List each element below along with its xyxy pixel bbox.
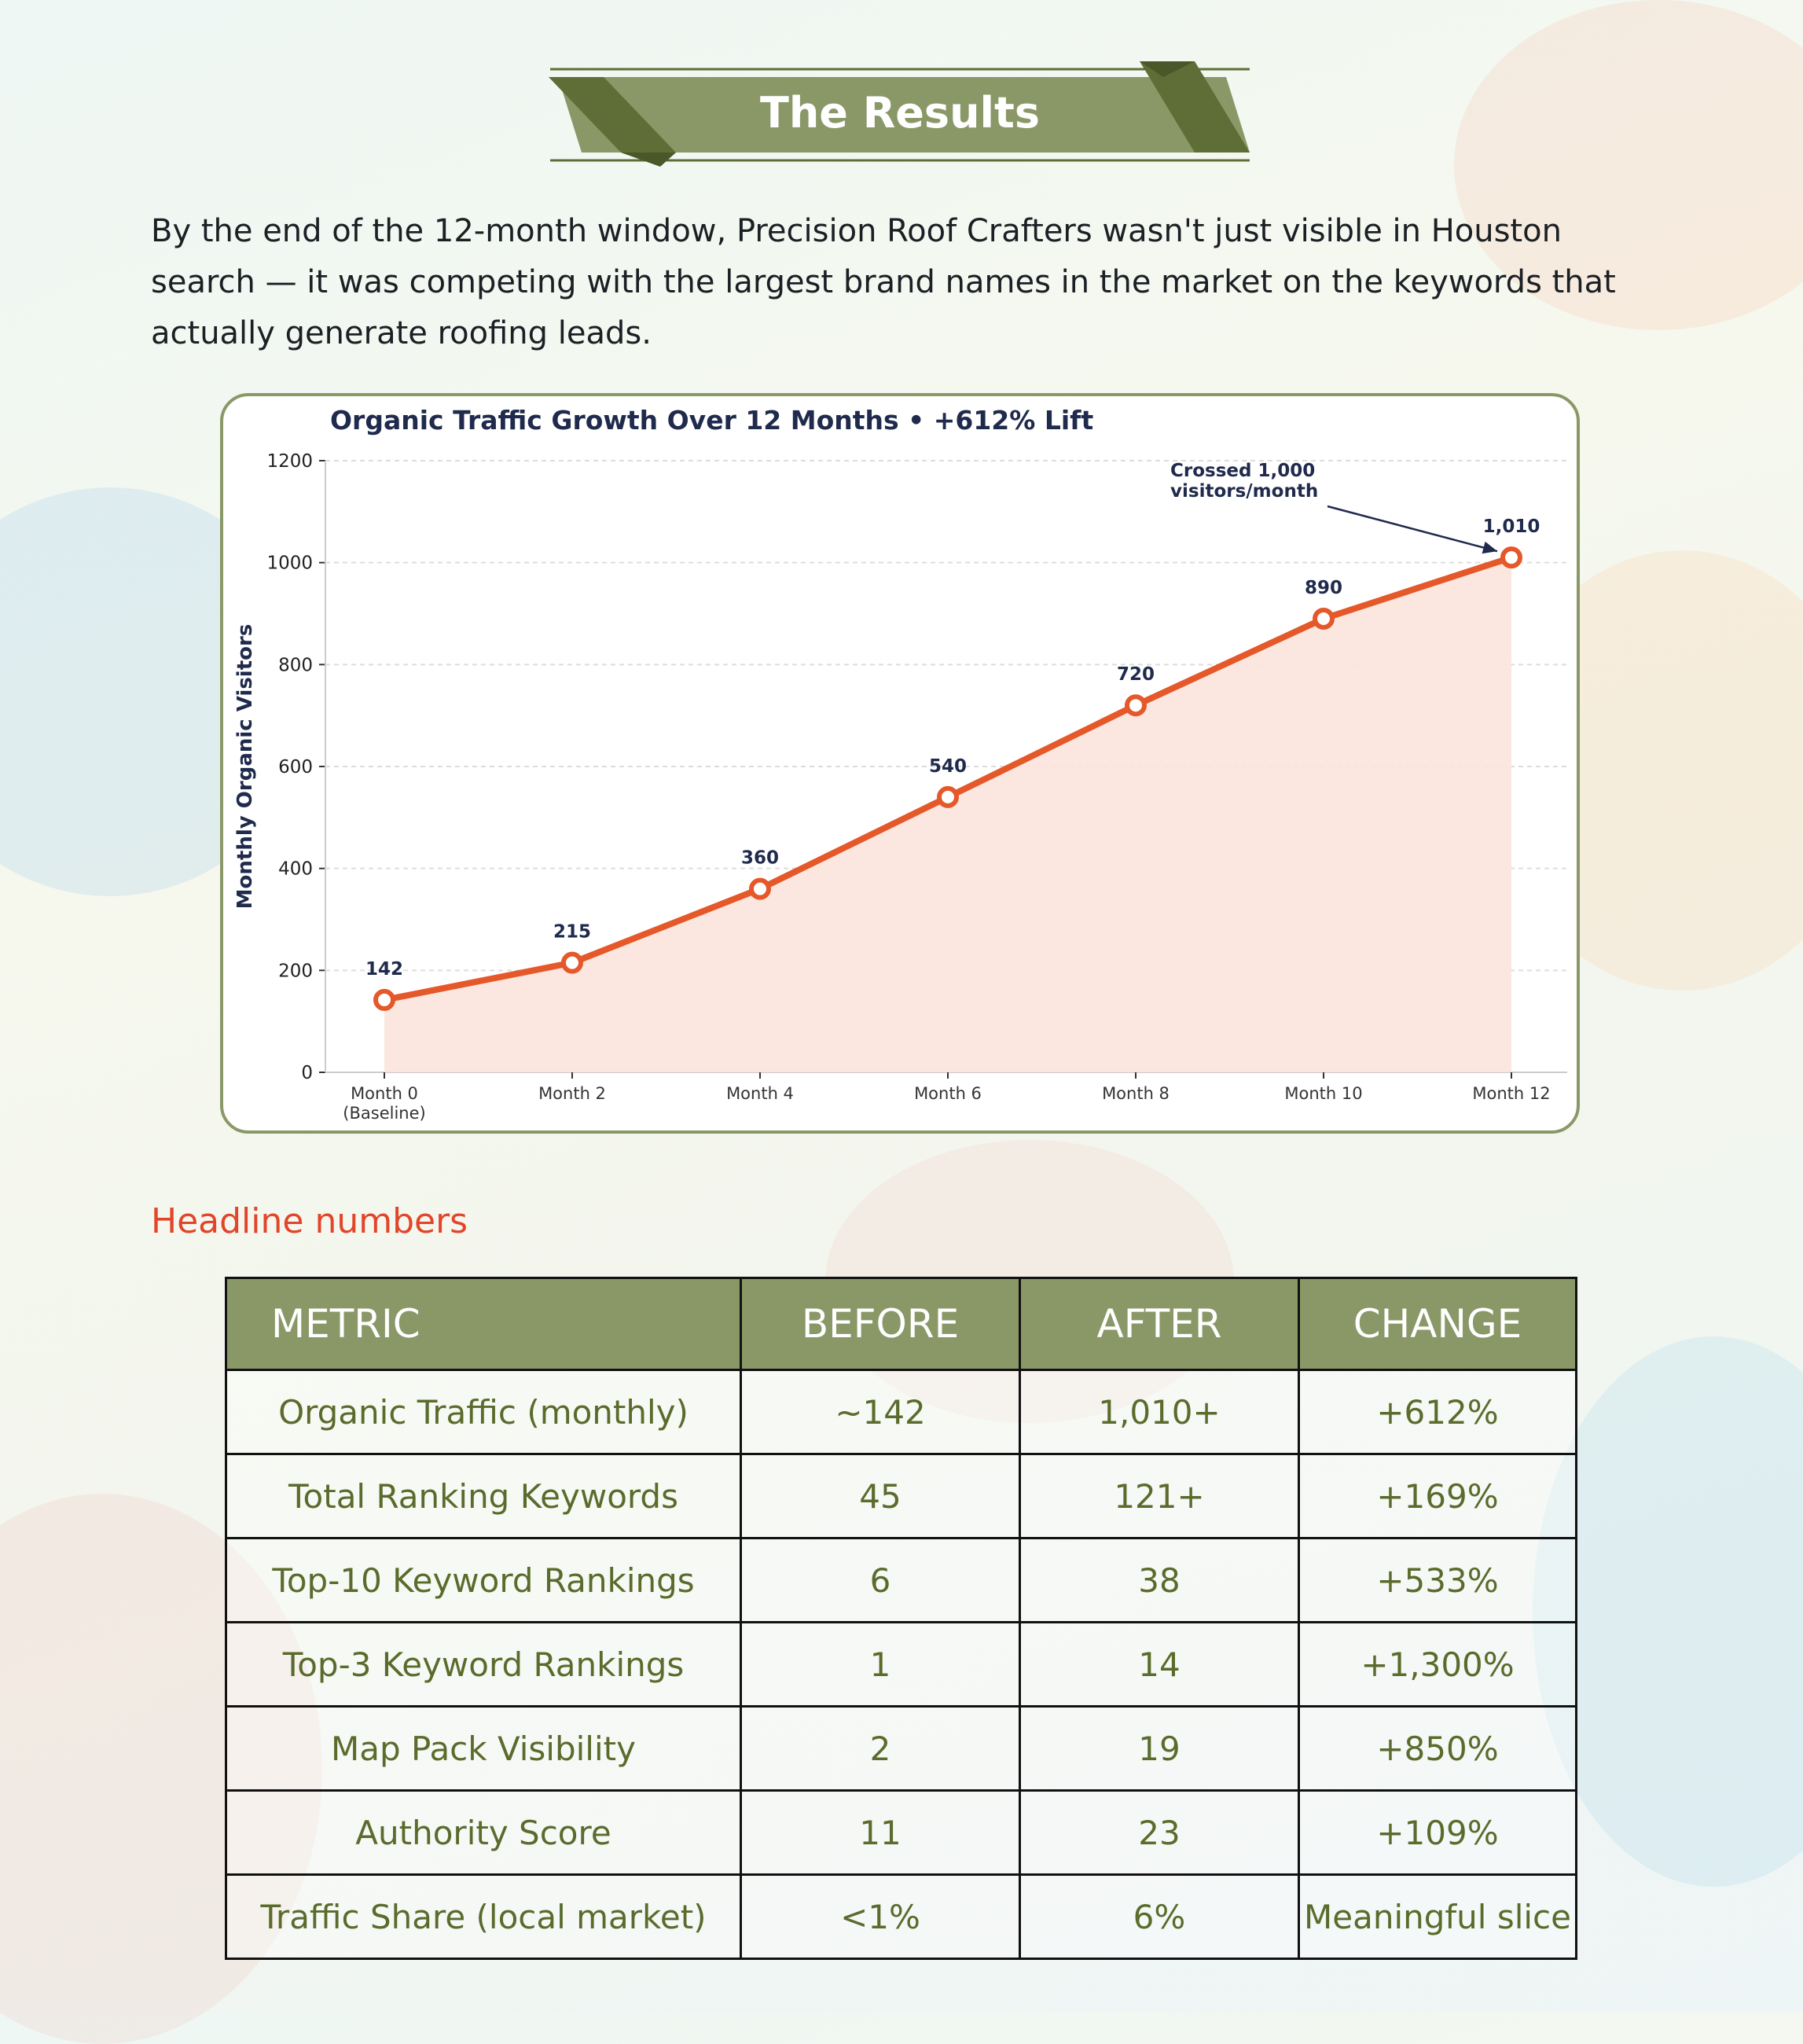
- page-title: The Results: [760, 88, 1040, 138]
- cell-after: 23: [1020, 1791, 1299, 1875]
- x-tick-label: Month 0: [351, 1084, 418, 1103]
- cell-change: +109%: [1299, 1791, 1577, 1875]
- data-label: 890: [1304, 577, 1343, 598]
- cell-before: 11: [741, 1791, 1020, 1875]
- y-tick-label: 800: [278, 655, 313, 676]
- metrics-table: [225, 1277, 1577, 1960]
- cell-before: 45: [741, 1454, 1020, 1539]
- intro-paragraph: By the end of the 12-month window, Precision Roof Crafters wasn't just visible in Houston search — it was competing with the largest brand names in the market on the keywords that actually generate roofing leads.: [151, 213, 1616, 351]
- data-point: [1315, 610, 1332, 627]
- table-row: [226, 1707, 1577, 1791]
- traffic-chart: [223, 396, 1577, 1130]
- table-row: [226, 1539, 1577, 1623]
- table-row: [226, 1791, 1577, 1875]
- cell-before: 1: [741, 1623, 1020, 1707]
- cell-before: <1%: [741, 1875, 1020, 1959]
- x-tick-label: Month 6: [914, 1084, 982, 1103]
- x-tick-label: Month 8: [1102, 1084, 1170, 1103]
- header-before: BEFORE: [741, 1278, 1020, 1370]
- x-tick-label: (Baseline): [343, 1104, 426, 1123]
- cell-metric: Traffic Share (local market): [226, 1875, 741, 1959]
- cell-after: 19: [1020, 1707, 1299, 1791]
- cell-metric: Top-3 Keyword Rankings: [226, 1623, 741, 1707]
- chart-card: [220, 393, 1580, 1134]
- cell-metric: Top-10 Keyword Rankings: [226, 1539, 741, 1623]
- y-tick-label: 600: [278, 757, 313, 778]
- table-header-row: [226, 1278, 1577, 1370]
- section-title: Headline numbers: [151, 1201, 468, 1241]
- data-point: [751, 880, 769, 898]
- table-row: [226, 1623, 1577, 1707]
- y-tick-label: 1000: [266, 553, 313, 574]
- cell-before: ~142: [741, 1370, 1020, 1454]
- cell-after: 6%: [1020, 1875, 1299, 1959]
- data-label: 1,010: [1482, 517, 1540, 538]
- data-label: 540: [928, 755, 968, 777]
- cell-change: +533%: [1299, 1539, 1577, 1623]
- cell-metric: Total Ranking Keywords: [226, 1454, 741, 1539]
- data-label: 720: [1116, 664, 1155, 686]
- cell-change: +169%: [1299, 1454, 1577, 1539]
- y-tick-label: 400: [278, 858, 313, 880]
- cell-metric: Authority Score: [226, 1791, 741, 1875]
- chart-title: Organic Traffic Growth Over 12 Months • +612% Lift: [330, 405, 1094, 436]
- cell-metric: Organic Traffic (monthly): [226, 1370, 741, 1454]
- data-point: [376, 991, 393, 1009]
- cell-change: +612%: [1299, 1370, 1577, 1454]
- title-banner: [542, 55, 1258, 173]
- x-tick-label: Month 4: [726, 1084, 794, 1103]
- header-after: AFTER: [1020, 1278, 1299, 1370]
- header-change: CHANGE: [1299, 1278, 1577, 1370]
- data-label: 215: [553, 921, 592, 943]
- cell-change: Meaningful slice: [1299, 1875, 1577, 1959]
- data-label: 360: [740, 847, 780, 869]
- annotation-text: Crossed 1,000: [1170, 461, 1316, 481]
- cell-after: 121+: [1020, 1454, 1299, 1539]
- y-tick-label: 0: [301, 1063, 313, 1083]
- data-point: [939, 789, 957, 806]
- area-fill: [384, 557, 1511, 1072]
- x-tick-label: Month 10: [1284, 1084, 1363, 1103]
- cell-change: +1,300%: [1299, 1623, 1577, 1707]
- x-tick-label: Month 12: [1472, 1084, 1551, 1103]
- cell-before: 2: [741, 1707, 1020, 1791]
- annotation-arrow-head: [1482, 542, 1497, 553]
- cell-change: +850%: [1299, 1707, 1577, 1791]
- table-row: [226, 1875, 1577, 1959]
- data-point: [1127, 697, 1144, 714]
- cell-metric: Map Pack Visibility: [226, 1707, 741, 1791]
- annotation-text: visitors/month: [1170, 481, 1319, 502]
- header-metric: METRIC: [226, 1278, 741, 1370]
- data-label: 142: [365, 958, 404, 980]
- y-axis-label: Monthly Organic Visitors: [233, 623, 257, 910]
- cell-after: 1,010+: [1020, 1370, 1299, 1454]
- data-point: [1503, 549, 1520, 566]
- cell-after: 14: [1020, 1623, 1299, 1707]
- cell-after: 38: [1020, 1539, 1299, 1623]
- y-tick-label: 1200: [266, 451, 313, 472]
- table-row: [226, 1370, 1577, 1454]
- annotation-arrow-line: [1327, 506, 1497, 551]
- y-tick-label: 200: [278, 961, 313, 982]
- cell-before: 6: [741, 1539, 1020, 1623]
- table-row: [226, 1454, 1577, 1539]
- x-tick-label: Month 2: [538, 1084, 606, 1103]
- data-point: [564, 954, 581, 972]
